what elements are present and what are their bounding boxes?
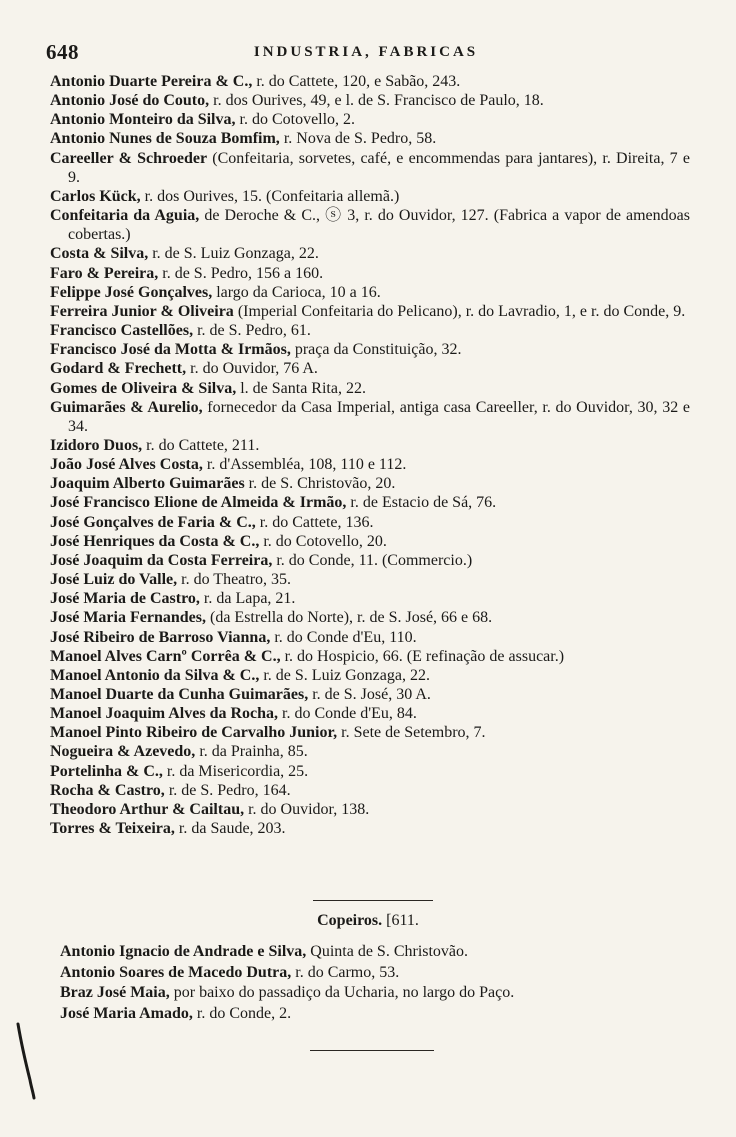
- entry-address: de Deroche & C., ⓢ 3, r. do Ouvidor, 127. (Fabrica a vapor de amendoas cobertas.): [68, 207, 690, 244]
- directory-entry: [50, 436, 690, 455]
- entry-address: r. dos Ourives, 15. (Confeitaria allemã.): [140, 187, 400, 205]
- directory-entry: [50, 781, 690, 800]
- directory-entry: [50, 800, 690, 819]
- directory-entry: [50, 685, 690, 704]
- directory-entry: [60, 983, 680, 1004]
- entry-name: Ferreira Junior & Oliveira: [50, 302, 234, 320]
- entry-name: Izidoro Duos,: [50, 436, 143, 454]
- directory-entry: [50, 819, 690, 838]
- directory-entry: [50, 455, 690, 474]
- margin-pen-stroke-icon: [12, 1020, 38, 1100]
- directory-entry: [50, 704, 690, 723]
- page-number: 648: [46, 40, 79, 64]
- entry-name: Portelinha & C.,: [50, 762, 163, 780]
- entry-name: Theodoro Arthur & Cailtau,: [50, 800, 245, 818]
- entry-name: Felippe José Gonçalves,: [50, 283, 213, 301]
- entry-address: l. de Santa Rita, 22.: [236, 379, 366, 397]
- section-divider-bottom: [310, 1050, 434, 1051]
- entry-name: Costa & Silva,: [50, 245, 149, 263]
- entry-address: r. de S. Luiz Gonzaga, 22.: [259, 666, 430, 684]
- directory-entry: [50, 244, 690, 263]
- directory-entry: [50, 91, 690, 110]
- directory-entry: [60, 942, 680, 963]
- directory-entry: [50, 72, 690, 91]
- entry-name: Gomes de Oliveira & Silva,: [50, 379, 237, 397]
- entry-name: José Francisco Elione de Almeida & Irmão,: [50, 494, 347, 512]
- entry-address: r. do Conde, 2.: [192, 1004, 292, 1022]
- entry-address: r. do Cotovello, 20.: [259, 532, 387, 550]
- directory-entry: [50, 359, 690, 378]
- entry-address: r. de S. Christovão, 20.: [244, 475, 396, 493]
- entry-name: Antonio Nunes de Souza Bomfim,: [50, 130, 280, 148]
- entry-address: r. Nova de S. Pedro, 58.: [279, 130, 437, 148]
- entry-name: José Luiz do Valle,: [50, 571, 178, 589]
- directory-entry: [50, 379, 690, 398]
- copeiros-entries: [60, 942, 680, 1024]
- entry-address: (Confeitaria, sorvetes, café, e encommendas para jantares), r. Direita, 7 e 9.: [68, 149, 691, 186]
- entry-name: Francisco José da Motta & Irmãos,: [50, 341, 291, 359]
- entry-address: r. do Cattete, 211.: [142, 436, 260, 454]
- entry-name: Manoel Pinto Ribeiro de Carvalho Junior,: [50, 724, 338, 742]
- entry-name: Manoel Antonio da Silva & C.,: [50, 666, 260, 684]
- entry-name: José Joaquim da Costa Ferreira,: [50, 551, 273, 569]
- entry-name: Manoel Duarte da Cunha Guimarães,: [50, 686, 309, 703]
- directory-entry: [50, 570, 690, 589]
- entry-address: r. do Ouvidor, 138.: [244, 800, 370, 818]
- directory-entry: [50, 589, 690, 608]
- entry-name: José Henriques da Costa & C.,: [50, 532, 260, 550]
- section-divider-top: [313, 900, 433, 901]
- entry-name: Rocha & Castro,: [50, 781, 165, 799]
- entry-address: r. Sete de Setembro, 7.: [337, 724, 486, 742]
- directory-entry: [60, 1004, 680, 1025]
- entry-name: José Ribeiro de Barroso Vianna,: [50, 628, 271, 646]
- directory-entry: [50, 110, 690, 129]
- directory-entry: [50, 608, 690, 627]
- entry-address: r. do Conde d'Eu, 110.: [270, 628, 417, 646]
- directory-entry: [50, 647, 690, 666]
- section-title: [0, 912, 736, 930]
- directory-entry: [50, 762, 690, 781]
- entry-name: Faro & Pereira,: [50, 264, 159, 282]
- entry-name: Francisco Castellões,: [50, 322, 194, 340]
- entry-name: Confeitaria da Aguia,: [50, 207, 200, 225]
- directory-entry: [50, 187, 690, 206]
- entry-name: Antonio Ignacio de Andrade e Silva,: [60, 943, 307, 960]
- entry-address: (Imperial Confeitaria do Pelicano), r. do Lavradio, 1, e r. do Conde, 9.: [233, 302, 686, 320]
- directory-entry: [50, 742, 690, 761]
- entry-name: Guimarães & Aurelio,: [50, 398, 203, 416]
- entry-name: José Maria Amado,: [60, 1004, 193, 1022]
- directory-entry: [60, 963, 680, 984]
- directory-entry: [50, 723, 690, 742]
- entry-name: Manoel Joaquim Alves da Rocha,: [50, 705, 279, 723]
- directory-entry: [50, 532, 690, 551]
- entry-address: r. d'Assembléa, 108, 110 e 112.: [202, 456, 407, 474]
- directory-entry: [50, 283, 690, 302]
- entry-name: João José Alves Costa,: [50, 456, 203, 474]
- entry-address: r. de S. Luiz Gonzaga, 22.: [148, 245, 319, 263]
- entry-name: Carlos Kück,: [50, 187, 141, 205]
- entry-address: fornecedor da Casa Imperial, antiga casa Careeller, r. do Ouvidor, 30, 32 e 34.: [68, 398, 691, 435]
- entry-address: r. do Cattete, 120, e Sabão, 243.: [252, 73, 461, 90]
- entry-name: Nogueira & Azevedo,: [50, 743, 196, 761]
- entry-address: r. do Cattete, 136.: [255, 513, 374, 531]
- entry-name: José Maria de Castro,: [50, 590, 200, 608]
- directory-entry: [50, 129, 690, 148]
- entry-name: Joaquim Alberto Guimarães: [50, 475, 245, 493]
- directory-entry: [50, 551, 690, 570]
- entry-address: r. da Saude, 203.: [174, 820, 286, 838]
- directory-entry: [50, 206, 690, 244]
- entry-address: r. de S. José, 30 A.: [308, 686, 431, 703]
- entry-name: Antonio José do Couto,: [50, 92, 210, 110]
- entry-name: Antonio Soares de Macedo Dutra,: [60, 963, 292, 981]
- directory-entry: [50, 149, 690, 187]
- directory-entry: [50, 493, 690, 512]
- section-title-label: Copeiros.: [317, 912, 383, 929]
- entry-name: Godard & Frechett,: [50, 360, 187, 378]
- entry-name: Manoel Alves Carnº Corrêa & C.,: [50, 647, 281, 665]
- entry-address: r. da Misericordia, 25.: [162, 762, 309, 780]
- entry-address: r. de Estacio de Sá, 76.: [346, 494, 497, 512]
- entry-address: praça da Constituição, 32.: [290, 341, 462, 359]
- directory-entry: [50, 321, 690, 340]
- entry-address: por baixo do passadiço da Ucharia, no largo do Paço.: [169, 984, 515, 1001]
- entry-address: r. do Conde, 11. (Commercio.): [272, 551, 473, 569]
- directory-entry: [50, 340, 690, 359]
- entry-address: largo da Carioca, 10 a 16.: [212, 283, 381, 301]
- entry-address: r. do Conde d'Eu, 84.: [278, 705, 417, 723]
- entry-address: Quinta de S. Christovão.: [306, 943, 469, 960]
- entry-name: Torres & Teixeira,: [50, 820, 175, 838]
- entry-address: r. do Theatro, 35.: [177, 571, 292, 589]
- entry-address: r. dos Ourives, 49, e l. de S. Francisco de Paulo, 18.: [209, 92, 544, 110]
- directory-entry: [50, 513, 690, 532]
- entry-address: r. de S. Pedro, 164.: [164, 781, 291, 799]
- entry-name: Careeller & Schroeder: [50, 149, 208, 167]
- directory-entry: [50, 666, 690, 685]
- entry-address: r. do Cotovello, 2.: [235, 111, 356, 129]
- entry-address: r. do Ouvidor, 76 A.: [186, 360, 318, 378]
- running-title: INDUSTRIA, FABRICAS: [253, 44, 479, 60]
- entry-name: José Maria Fernandes,: [50, 609, 206, 627]
- entry-name: Antonio Monteiro da Silva,: [50, 111, 236, 129]
- page-header: [46, 40, 686, 68]
- entry-address: r. da Lapa, 21.: [199, 590, 296, 608]
- entry-address: (da Estrella do Norte), r. de S. José, 66 e 68.: [205, 609, 493, 627]
- directory-entry: [50, 474, 690, 493]
- entry-name: Braz José Maia,: [60, 984, 170, 1001]
- entry-address: r. de S. Pedro, 156 a 160.: [158, 264, 324, 282]
- entry-address: r. do Carmo, 53.: [291, 963, 400, 981]
- confeitaria-entries: [50, 72, 690, 838]
- directory-entry: [50, 398, 690, 436]
- entry-name: José Gonçalves de Faria & C.,: [50, 513, 256, 531]
- entry-address: r. de S. Pedro, 61.: [193, 322, 311, 340]
- entry-address: r. da Prainha, 85.: [195, 743, 308, 761]
- entry-address: r. do Hospicio, 66. (E refinação de assucar.): [280, 647, 565, 665]
- directory-entry: [50, 302, 690, 321]
- section-title-number: [611.: [382, 912, 419, 929]
- entry-name: Antonio Duarte Pereira & C.,: [50, 73, 253, 90]
- directory-entry: [50, 628, 690, 647]
- directory-entry: [50, 264, 690, 283]
